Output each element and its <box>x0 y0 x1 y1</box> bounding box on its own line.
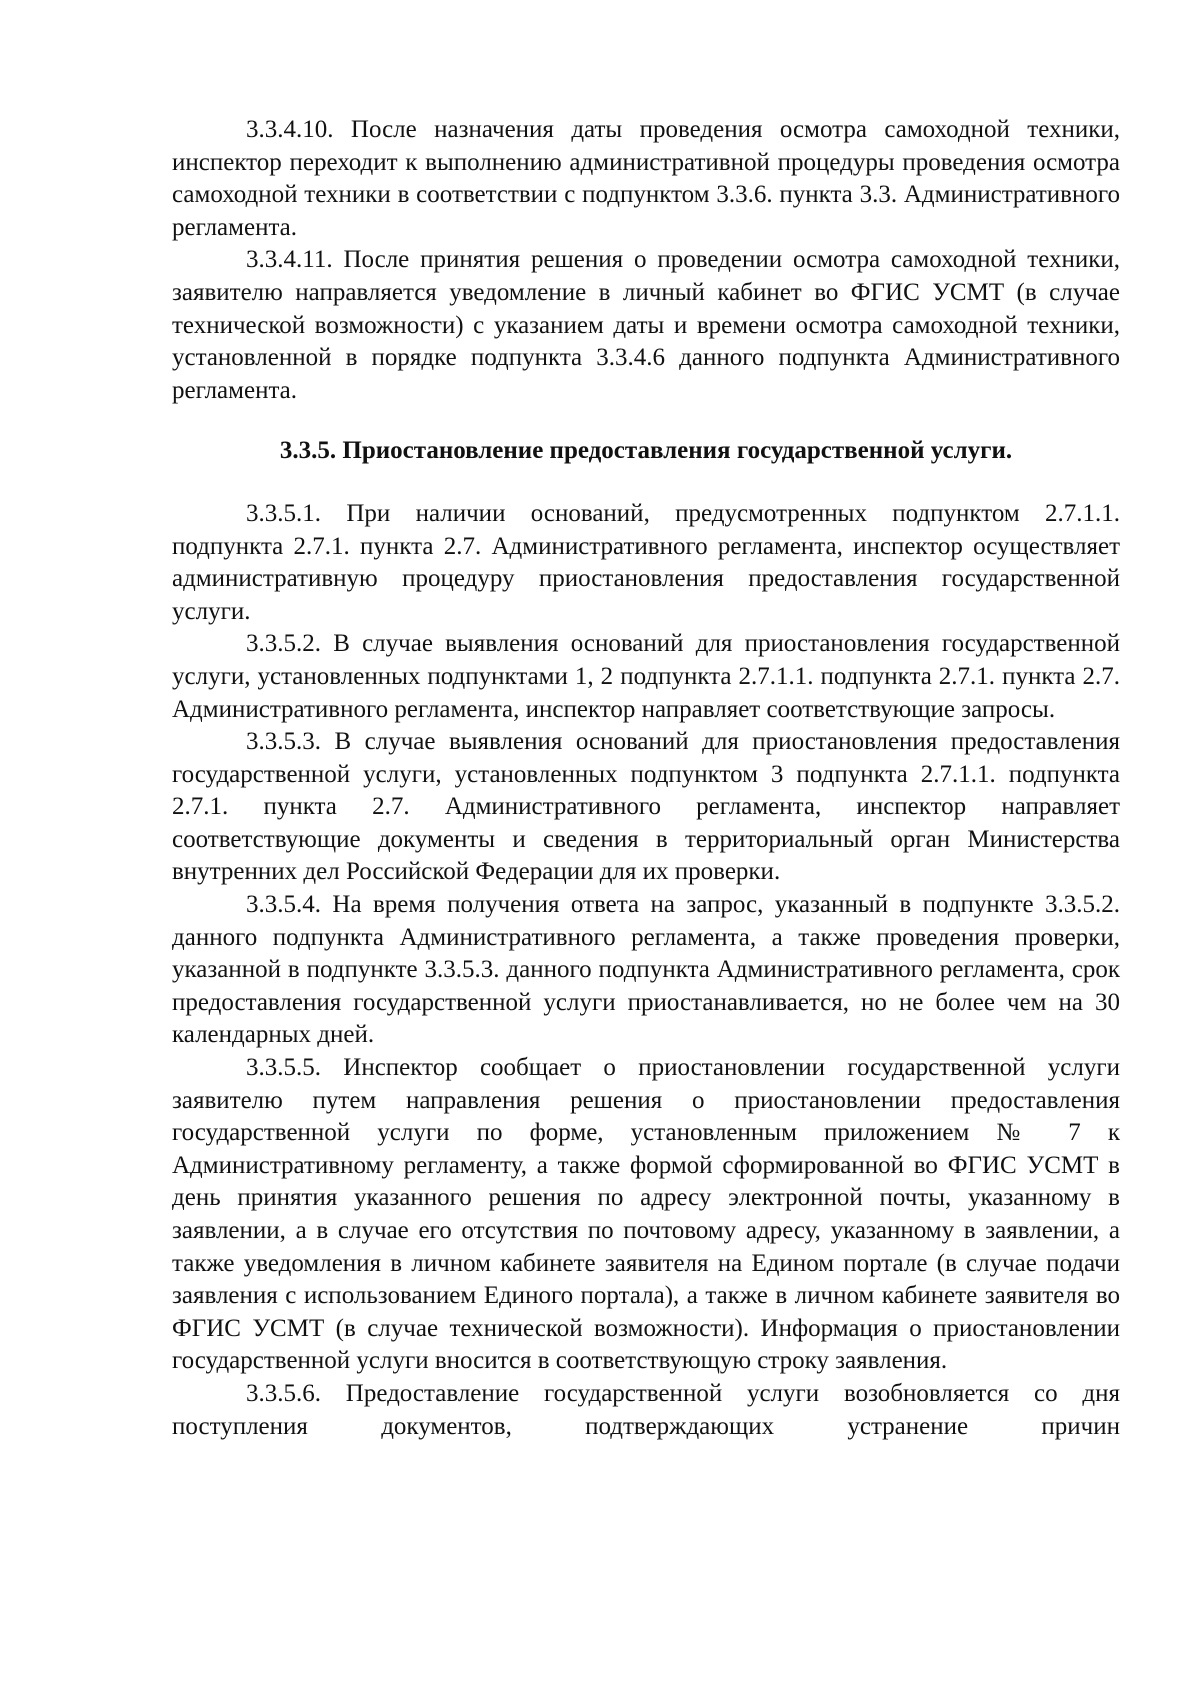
section-heading-3-3-5: 3.3.5. Приостановление предоставления государственной услуги. <box>279 437 1013 465</box>
paragraph-3-3-5-2: 3.3.5.2. В случае выявления оснований для приостановления государственной услуги, установленных подпунктами 1, 2 подпункта 2.7.1.1. подпункта 2.7.1. пункта 2.7. Административного регламента, инспектор направляет соответствующие запросы. <box>172 630 1120 723</box>
document-body <box>172 114 1120 1443</box>
paragraph-3-3-4-11: 3.3.4.11. После принятия решения о проведении осмотра самоходной техники, заявителю направляется уведомление в личный кабинет во ФГИС УСМТ (в случае технической возможности) с указанием даты и времени осмотра самоходной техники, установленной в порядке подпункта 3.3.4.6 данного подпункта Административного регламента. <box>172 246 1120 404</box>
paragraph-3-3-5-5: 3.3.5.5. Инспектор сообщает о приостановлении государственной услуги заявителю путем направления решения о приостановлении предоставления государственной услуги по форме, установленным приложением № 7 к Административному регламенту, а также формой сформированной во ФГИС УСМТ в день принятия указанного решения по адресу электронной почты, указанному в заявлении, а в случае его отсутствия по почтовому адресу, указанному в заявлении, а также уведомления в личном кабинете заявителя на Едином портале (в случае подачи заявления с использованием Единого портала), а также в личном кабинете заявителя во ФГИС УСМТ (в случае технической возможности). Информация о приостановлении государственной услуги вносится в соответствующую строку заявления. <box>172 1054 1120 1375</box>
paragraph-3-3-4-10: 3.3.4.10. После назначения даты проведения осмотра самоходной техники, инспектор переходит к выполнению административной процедуры проведения осмотра самоходной техники в соответствии с подпунктом 3.3.6. пункта 3.3. Административного регламента. <box>172 116 1120 241</box>
paragraph-3-3-5-4: 3.3.5.4. На время получения ответа на запрос, указанный в подпункте 3.3.5.2. данного подпункта Административного регламента, а также проведения проверки, указанной в подпункте 3.3.5.3. данного подпункта Административного регламента, срок предоставления государственной услуги приостанавливается, но не более чем на 30 календарных дней. <box>172 891 1120 1049</box>
paragraph-3-3-5-1: 3.3.5.1. При наличии оснований, предусмотренных подпунктом 2.7.1.1. подпункта 2.7.1. пункта 2.7. Административного регламента, инспектор осуществляет административную процедуру приостановления предоставления государственной услуги. <box>172 499 1120 625</box>
paragraph-3-3-5-3: 3.3.5.3. В случае выявления оснований для приостановления предоставления государственной услуги, установленных подпунктом 3 подпункта 2.7.1.1. подпункта 2.7.1. пункта 2.7. Административного регламента, инспектор направляет соответствующие документы и сведения в территориальный орган Министерства внутренних дел Российской Федерации для их проверки. <box>172 728 1120 886</box>
paragraph-3-3-5-6: 3.3.5.6. Предоставление государственной услуги возобновляется со дня поступления документов, подтверждающих устранение причин <box>172 1379 1120 1440</box>
